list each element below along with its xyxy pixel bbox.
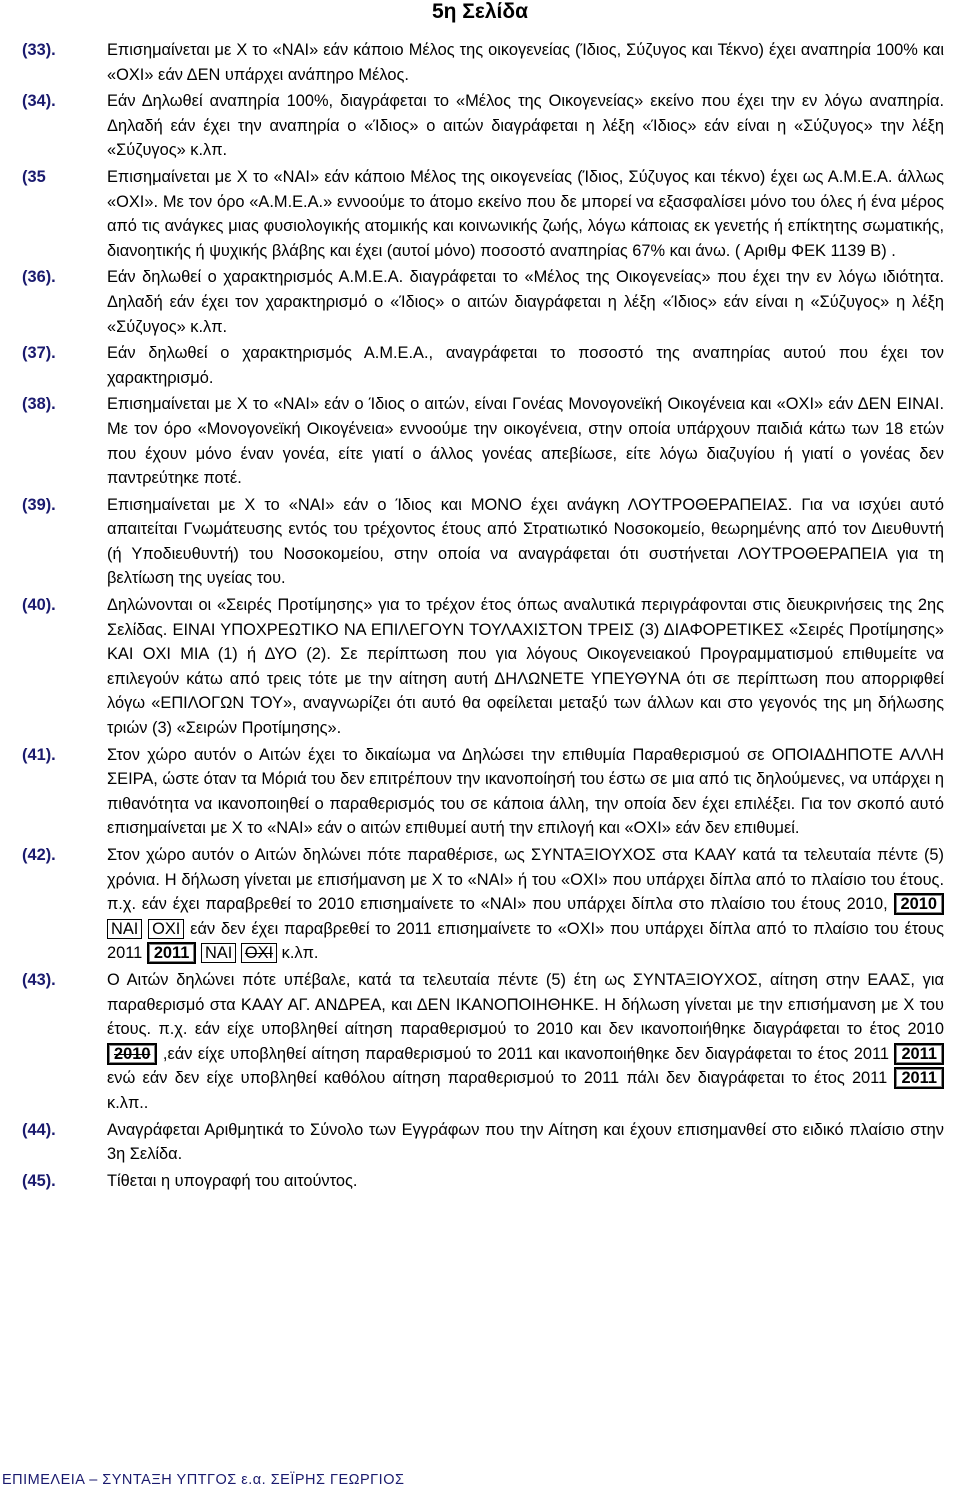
- year-box: 2011: [894, 1067, 944, 1089]
- list-item-42: [22, 843, 944, 966]
- list-item-41: [22, 743, 944, 841]
- item-text: Ο Αιτών δηλώνει πότε υπέβαλε, κατά τα τελευταία πέντε (5) έτη ως ΣΥΝΤΑΞΙΟΥΧΟΣ, αίτηση στην ΕΑΑΣ, για παραθερισμό στα ΚΑΑΥ ΑΓ. ΑΝΔΡΕΑ, και ΔΕΝ ΙΚΑΝΟΠΟΙΗΘΗΚΕ.: [107, 970, 944, 1014]
- yes-box: ΝΑΙ: [201, 943, 236, 963]
- item-number: (36).: [22, 268, 56, 287]
- list-item-33: [22, 38, 944, 87]
- item-number: (35: [22, 167, 46, 186]
- list-item-43: [22, 968, 944, 1116]
- year-box: 2011: [894, 1043, 944, 1065]
- item-text: Εάν δηλωθεί ο χαρακτηρισμός Α.Μ.Ε.Α. διαγράφεται το «Μέλος της Οικογενείας» που έχει την εν λόγω ιδιότητα. Δηλαδή εάν έχει τον χαρακτηρισμό ο «Ίδιος» ο αιτών διαγράφεται η λέξη «Ίδιος» εάν είναι η «Σύζυγος» η λέξη «Σύζυγος» κ.λπ.: [107, 268, 944, 336]
- item-number: (39).: [22, 495, 56, 514]
- list-item-35: [22, 165, 944, 263]
- item-number: (45).: [22, 1171, 56, 1190]
- year-box: 2010: [894, 893, 944, 915]
- item-number: (33).: [22, 41, 56, 59]
- item-text: Επισημαίνεται με Χ το «ΝΑΙ» εάν ο Ίδιος ο αιτών, είναι Γονέας Μονογονεϊκή Οικογένεια και «ΟΧΙ» εάν ΔΕΝ ΕΙΝΑΙ. Με τον όρο «Μονογονεϊκή Οικογένεια» εννοούμε την οικογένεια, στην οποία υπάρχουν παιδιά κάτω των 18 ετών που έχουν μόνο έναν γονέα, είτε γιατί ο άλλος γονέας απεβίωσε, είτε λόγω διαζυγίου ή γιατί ο γονέας δεν παντρεύτηκε ποτέ.: [107, 395, 944, 488]
- item-number: (43).: [22, 970, 56, 989]
- year-box: 2010: [107, 1043, 157, 1065]
- item-number: (41).: [22, 745, 56, 764]
- list-item-39: [22, 493, 944, 591]
- item-text-b: Η δήλωση γίνεται με την επισήμανση με Χ του έτους. π.χ. εάν είχε υποβληθεί αίτηση παραθερισμού το 2010 και δεν ικανοποιήθηκε διαγράφεται το έτος 2010: [107, 995, 945, 1039]
- list-item-45: [22, 1169, 944, 1194]
- item-number: (38).: [22, 395, 56, 414]
- list-item-36: [22, 265, 944, 339]
- year-box: 2011: [147, 942, 197, 964]
- item-text-c: ,εάν είχε υποβληθεί αίτηση παραθερισμού το 2011 και ικανοποιήθηκε δεν διαγράφεται το έτος 2011: [162, 1044, 889, 1063]
- item-text: Δηλώνονται οι «Σειρές Προτίμησης» για το τρέχον έτος όπως αναλυτικά περιγράφονται στις διευκρινήσεις της 2ης Σελίδας. ΕΙΝΑΙ ΥΠΟΧΡΕΩΤΙΚΟ ΝΑ ΕΠΙΛΕΓΟΥΝ ΤΟΥΛΑΧΙΣΤΟΝ ΤΡΕΙΣ (3) ΔΙΑΦΟΡΕΤΙΚΕΣ «Σειρές Προτίμησης» ΚΑΙ ΟΧΙ ΜΙΑ (1) ή ΔΥΟ (2). Σε περίπτωση που για λόγους Οικογενειακού Προγραμματισμού επιθυμείτε να επιλεγούν κάτω από τρεις τότε με την αίτηση αυτή ΔΗΛΩΝΕΤΕ ΥΠΕΥΘΥΝΑ ότι σε περίπτωση που απορριφθεί λόγω «ΕΠΙΛΟΓΩΝ ΤΟΥ», αναγνωρίζει ότι αυτό θα οφείλεται μεταξύ των άλλων και στο γεγονός της μη δήλωσης τριών (3) «Σειρών Προτίμησης».: [107, 596, 944, 738]
- list-item-40: [22, 593, 944, 741]
- item-text: Επισημαίνεται με Χ το «ΝΑΙ» εάν κάποιο Μέλος της οικογενείας (Ίδιος, Σύζυγος και Τέκνο) έχει αναπηρία 100% και «ΟΧΙ» εάν ΔΕΝ υπάρχει ανάπηρο Μέλος.: [107, 41, 944, 84]
- item-text: Επισημαίνεται με Χ το «ΝΑΙ» εάν κάποιο Μέλος της οικογενείας (Ίδιος, Σύζυγος και τέκνο) έχει ως Α.Μ.Ε.Α. άλλως «ΟΧΙ». Με τον όρο «Α.Μ.Ε.Α.» εννοούμε το άτομο εκείνο που δε μπορεί να εξασφαλίσει μόνο του όλες ή ένα μέρος από τις ανάγκες μιας φυσιολογικής ατομικής και κοινωνικής ζωής, λόγω κάποιας εκ γενετής ή επίκτητης σωματικής, διανοητικής ή ψυχικής βλάβης και έχει (αυτοί μόνο) ποσοστό αναπηρίας 67% και άνω. ( Αριθμ ΦΕΚ 1139 Β) .: [107, 167, 944, 260]
- yes-box: ΝΑΙ: [107, 919, 142, 939]
- item-text: Αναγράφεται Αριθμητικά το Σύνολο των Εγγράφων που την Αίτηση και έχουν επισημανθεί στο ειδικό πλαίσιο στην 3η Σελίδα.: [107, 1120, 944, 1164]
- item-number: (37).: [22, 344, 56, 363]
- item-text: Εάν δηλωθεί ο χαρακτηρισμός Α.Μ.Ε.Α., αναγράφεται το ποσοστό της αναπηρίας αυτού που έχει τον χαρακτηρισμό.: [107, 344, 944, 387]
- item-number: (40).: [22, 596, 56, 615]
- item-text: Στον χώρο αυτόν ο Αιτών έχει το δικαίωμα να Δηλώσει την επιθυμία Παραθερισμού σε ΟΠΟΙΑΔΗΠΟΤΕ ΑΛΛΗ ΣΕΙΡΑ, ώστε όταν τα Μόριά του δεν επιτρέπουν την ικανοποίησή του έστω σε μια από τις δηλούμενες, να υπάρχει η πιθανότητα να ικανοποιηθεί ο παραθερισμός του σε κάποια άλλη, την οποία δεν έχει επιλέξει. Για τον σκοπό αυτό επισημαίνεται με Χ το «ΝΑΙ» εάν ο αιτών επιθυμεί αυτή την επιλογή και «ΟΧΙ» εάν δεν επιθυμεί.: [107, 745, 944, 838]
- footer-credit: ΕΠΙΜΕΛΕΙΑ – ΣΥΝΤΑΞΗ ΥΠΤΓΟΣ ε.α. ΣΕΪΡΗΣ ΓΕΩΡΓΙΟΣ: [2, 1472, 405, 1488]
- no-box: ΟΧΙ: [241, 943, 277, 963]
- item-text-d: ενώ εάν δεν είχε υποβληθεί καθόλου αίτηση παραθερισμού το 2011 πάλι δεν διαγράφεται το έτος 2011: [107, 1069, 888, 1088]
- no-box: ΟΧΙ: [148, 919, 184, 939]
- list-item-38: [22, 392, 944, 490]
- item-number: (42).: [22, 846, 56, 864]
- item-text: Τίθεται η υπογραφή του αιτούντος.: [107, 1171, 358, 1190]
- list-item-34: [22, 89, 944, 163]
- item-number: (44).: [22, 1120, 56, 1139]
- item-tail: κ.λπ.: [281, 944, 319, 963]
- item-text: Στον χώρο αυτόν ο Αιτών δηλώνει πότε παραθέρισε, ως ΣΥΝΤΑΞΙΟΥΧΟΣ στα ΚΑΑΥ κατά τα τελευταία πέντε (5) χρόνια. Η δήλωση γίνεται με επισήμανση με Χ το «ΝΑΙ» ή του «ΟΧΙ» που υπάρχει δίπλα από το πλαίσιο του έτους. π.χ. εάν έχει παραβρεθεί το 2010 επισημαίνετε το «ΝΑΙ» που υπάρχει δίπλα στο πλαίσιο του έτους 2010,: [107, 846, 944, 914]
- item-number: (34).: [22, 92, 56, 111]
- item-text: Επισημαίνεται με Χ το «ΝΑΙ» εάν ο Ίδιος και ΜΟΝΟ έχει ανάγκη ΛΟΥΤΡΟΘΕΡΑΠΕΙΑΣ. Για να ισχύει αυτό απαιτείται Γνωμάτευσης εντός του τρέχοντος έτους από Στρατιωτικό Νοσοκομείο, θεωρημένης από τον Διευθυντή (ή Υποδιευθυντή) του Νοσοκομείου, στην οποία να αναγράφεται ότι συστήνεται ΛΟΥΤΡΟΘΕΡΑΠΕΙΑ για τη βελτίωση της υγείας του.: [107, 495, 944, 588]
- list-item-37: [22, 341, 944, 390]
- instructions-list: [22, 38, 944, 1195]
- item-tail: κ.λπ..: [107, 1093, 149, 1112]
- list-item-44: [22, 1118, 944, 1167]
- page-title: 5η Σελίδα: [431, 0, 529, 23]
- item-text: Εάν Δηλωθεί αναπηρία 100%, διαγράφεται το «Μέλος της Οικογενείας» εκείνο που έχει την εν λόγω αναπηρία. Δηλαδή εάν έχει την αναπηρία ο «Ίδιος» ο αιτών διαγράφεται η λέξη «Ίδιος» εάν είναι η «Σύζυγος» την λέξη «Σύζυγος» κ.λπ.: [107, 92, 944, 160]
- item-text-b: εάν δεν έχει παραβρεθεί το 2011 επισημαίνετε το «ΟΧΙ» που υπάρχει δίπλα από το πλαίσιο του έτους 2011: [107, 919, 944, 963]
